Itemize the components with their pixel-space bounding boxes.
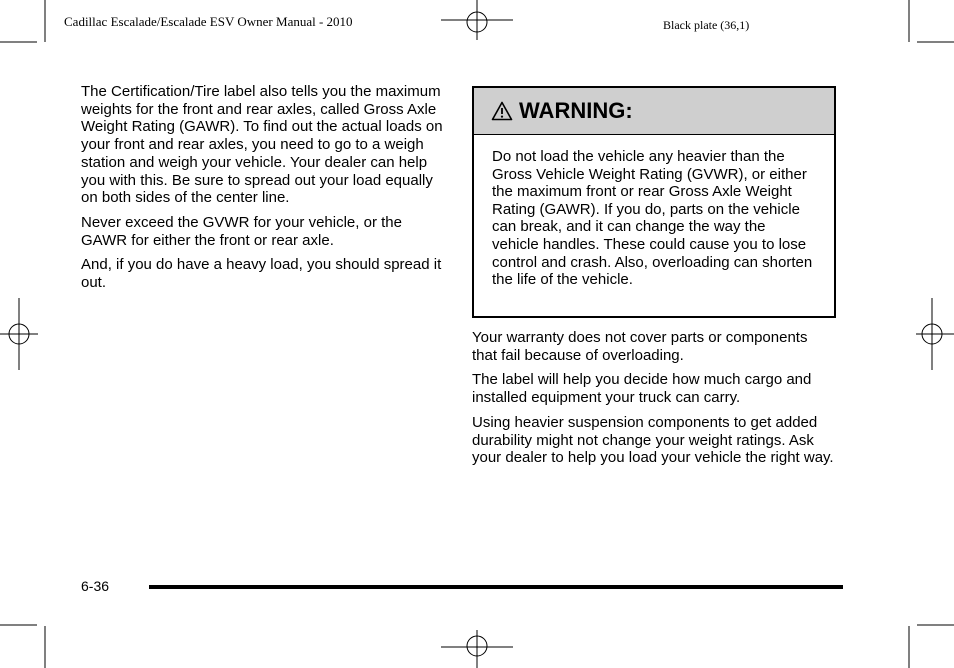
warning-header: [474, 88, 834, 135]
paragraph: Using heavier suspension components to get added durability might not change your weight ratings. Ask your dealer to help you load your vehicle the right way.: [472, 413, 834, 467]
manual-title: Cadillac Escalade/Escalade ESV Owner Manual - 2010: [64, 14, 353, 29]
warning-heading: WARNING:: [519, 98, 633, 123]
warning-text: Do not load the vehicle any heavier than the Gross Vehicle Weight Rating (GVWR), or either the maximum front or rear Gross Axle Weight Rating (GAWR). If you do, parts on the vehicle can break, and it can change the way the vehicle handles. These could cause you to lose control and crash. Also, overloading can shorten the life of the vehicle.: [492, 148, 813, 289]
warning-box: [472, 86, 836, 318]
page-number: 6-36: [81, 578, 110, 594]
paragraph: The Certification/Tire label also tells you the maximum weights for the front and rear axles, called Gross Axle Weight Rating (GAWR). To find out the actual loads on your front and rear axles, you need to go to a weigh station and weigh your vehicle. Your dealer can help you with this. Be sure to spread out your load equally on both sides of the center line.: [81, 83, 443, 207]
left-column: [81, 83, 447, 299]
paragraph: Your warranty does not cover parts or components that fail because of overloading.: [472, 329, 808, 364]
paragraph: Never exceed the GVWR for your vehicle, or the GAWR for either the front or rear axle.: [81, 213, 402, 249]
plate-label: Black plate (36,1): [663, 18, 750, 32]
paragraph: And, if you do have a heavy load, you should spread it out.: [81, 256, 442, 292]
warning-triangle-icon: [491, 101, 513, 121]
footer-rule: [149, 585, 843, 589]
paragraph: The label will help you decide how much cargo and installed equipment your truck can carry.: [472, 371, 812, 407]
right-column: [472, 329, 834, 474]
